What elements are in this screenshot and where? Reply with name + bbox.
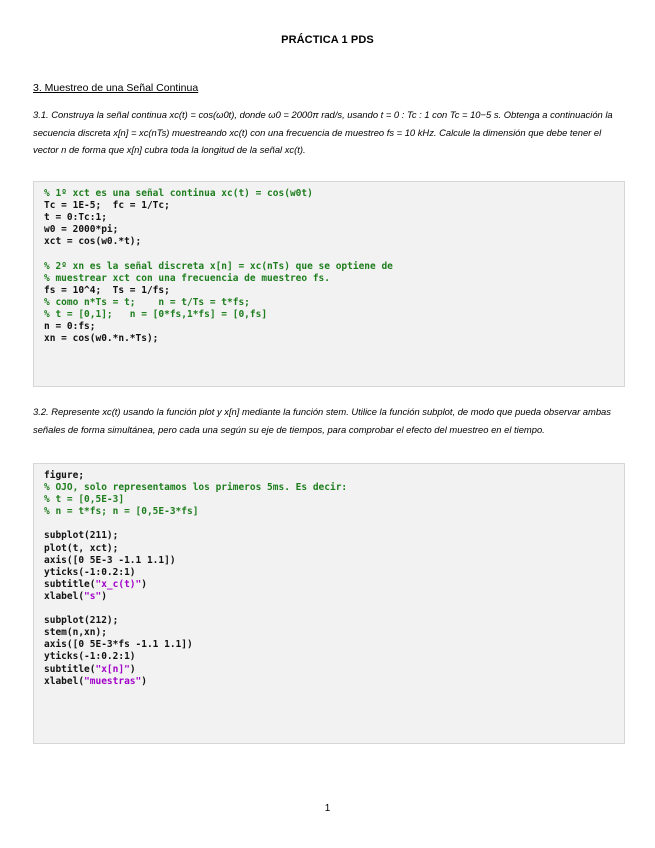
exercise-3-2-text: 3.2. Represente xc(t) usando la función plot y x[n] mediante la función stem. Utilice la función subplot, de modo que pueda observar ambas señales de forma simultánea, pero cada una según su eje de tiempos, para comprobar el efecto del muestreo en el tiempo.: [33, 406, 611, 435]
code-line: xct = cos(w0.*t);: [44, 236, 142, 248]
code-line: axis([0 5E-3*fs -1.1 1.1]): [44, 639, 193, 651]
page-title: PRÁCTICA 1 PDS: [281, 34, 374, 46]
code-line: w0 = 2000*pi;: [44, 224, 119, 236]
code-line: % t = [0,5E-3]: [44, 494, 125, 506]
code-line: fs = 10^4; Ts = 1/fs;: [44, 284, 170, 296]
code-line: % como n*Ts = t; n = t/Ts = t*fs;: [44, 296, 250, 308]
page-number: 1: [324, 803, 331, 814]
code-line: axis([0 5E-3 -1.1 1.1]): [44, 554, 176, 566]
code-block-1: [33, 181, 625, 387]
code-line: [44, 518, 614, 530]
code-line: [44, 248, 614, 260]
code-line: yticks(-1:0.2:1): [44, 566, 136, 578]
code-line: yticks(-1:0.2:1): [44, 651, 136, 663]
code-line: subtitle("x[n]"): [44, 663, 136, 675]
code-line: plot(t, xct);: [44, 542, 119, 554]
code-line: n = 0:fs;: [44, 321, 96, 333]
code-line: xlabel("s"): [44, 590, 107, 602]
code-line: figure;: [44, 470, 85, 481]
exercise-3-1-text: 3.1. Construya la señal continua xc(t) = cos(ω0t), donde ω0 = 2000π rad/s, usando t = 0 : Tc : 1 con Tc = 10−5 s. Obtenga a continuación la secuencia discreta x[n] = xc(nTs) muestreando xc(t) con una frecuencia de muestreo fs = 10 kHz. Calcule la dimensión que debe tener el vector n de forma que x[n] cubra toda la longitud de la señal xc(t).: [33, 109, 613, 155]
code-line: Tc = 1E-5; fc = 1/Tc;: [44, 200, 170, 212]
code-line: subtitle("x_c(t)"): [44, 578, 147, 590]
code-line: % n = t*fs; n = [0,5E-3*fs]: [44, 506, 199, 518]
code-line: % t = [0,1]; n = [0*fs,1*fs] = [0,fs]: [44, 308, 268, 320]
section-heading: 3. Muestreo de una Señal Continua: [33, 82, 199, 94]
code-line: subplot(212);: [44, 615, 119, 627]
code-line: % 2º xn es la señal discreta x[n] = xc(nTs) que se optiene de: [44, 260, 393, 272]
code-block-2: [33, 463, 625, 744]
code-line: xn = cos(w0.*n.*Ts);: [44, 333, 159, 345]
code-line: t = 0:Tc:1;: [44, 212, 107, 224]
code-line: % muestrear xct con una frecuencia de muestreo fs.: [44, 272, 330, 284]
code-line: xlabel("muestras"): [44, 675, 147, 687]
code-line: stem(n,xn);: [44, 627, 107, 639]
code-line: % 1º xct es una señal continua xc(t) = cos(w0t): [44, 188, 313, 199]
code-line: [44, 603, 614, 615]
code-line: subplot(211);: [44, 530, 119, 542]
code-line: % OJO, solo representamos los primeros 5ms. Es decir:: [44, 482, 348, 494]
